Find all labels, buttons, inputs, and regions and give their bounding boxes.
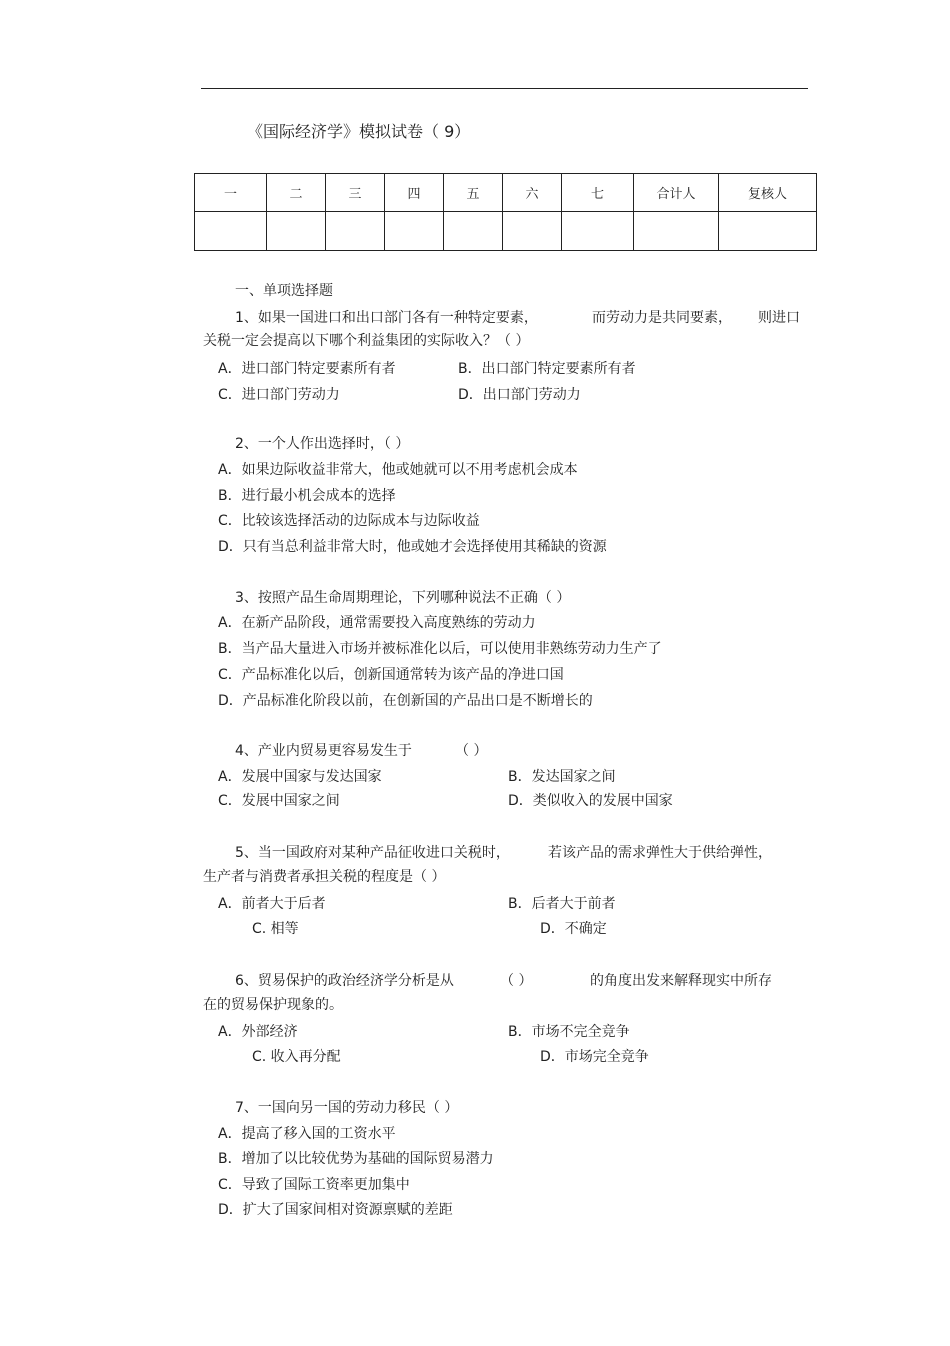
q4-stem-b: （ ）	[455, 743, 488, 759]
score-cell[interactable]	[562, 212, 634, 251]
q3-option-b[interactable]: B．当产品大量进入市场并被标准化以后，可以使用非熟练劳动力生产了	[218, 641, 662, 657]
q2-option-c[interactable]: C．比较该选择活动的边际成本与边际收益	[218, 513, 480, 529]
q3-option-d[interactable]: D．产品标准化阶段以前，在创新国的产品出口是不断增长的	[218, 693, 593, 709]
q5-stem-line1-b: 若该产品的需求弹性大于供给弹性，	[548, 845, 772, 861]
q6-option-c[interactable]: C. 收入再分配	[252, 1049, 341, 1065]
q1-stem-line1-c: 则进口	[758, 310, 800, 326]
score-table	[194, 173, 817, 251]
q5-option-a[interactable]: A．前者大于后者	[218, 896, 326, 912]
q7-stem: 7、一国向另一国的劳动力移民（ ）	[235, 1100, 459, 1116]
score-header-6: 六	[503, 174, 562, 212]
q7-option-c[interactable]: C．导致了国际工资率更加集中	[218, 1177, 410, 1193]
q2-option-d[interactable]: D．只有当总利益非常大时，他或她才会选择使用其稀缺的资源	[218, 539, 607, 555]
section-heading: 一、单项选择题	[235, 283, 333, 299]
score-cell[interactable]	[634, 212, 719, 251]
score-cell[interactable]	[385, 212, 444, 251]
q7-option-d[interactable]: D．扩大了国家间相对资源禀赋的差距	[218, 1202, 453, 1218]
q4-option-b[interactable]: B．发达国家之间	[508, 769, 616, 785]
score-header-reviewer: 复核人	[719, 174, 817, 212]
score-cell[interactable]	[267, 212, 326, 251]
q5-option-b[interactable]: B．后者大于前者	[508, 896, 616, 912]
q1-stem-line1-b: 而劳动力是共同要素，	[592, 310, 732, 326]
q6-stem-line2: 在的贸易保护现象的。	[203, 997, 343, 1013]
q1-option-b[interactable]: B．出口部门特定要素所有者	[458, 361, 636, 377]
score-cell[interactable]	[326, 212, 385, 251]
q7-option-a[interactable]: A．提高了移入国的工资水平	[218, 1126, 396, 1142]
q4-option-a[interactable]: A．发展中国家与发达国家	[218, 769, 382, 785]
q5-stem-line2: 生产者与消费者承担关税的程度是（ ）	[203, 869, 446, 885]
q6-option-a[interactable]: A．外部经济	[218, 1024, 298, 1040]
q1-option-a[interactable]: A．进口部门特定要素所有者	[218, 361, 396, 377]
q3-option-c[interactable]: C．产品标准化以后，创新国通常转为该产品的净进口国	[218, 667, 564, 683]
score-header-1: 一	[195, 174, 267, 212]
q5-option-d[interactable]: D．不确定	[540, 921, 607, 937]
score-header-total: 合计人	[634, 174, 719, 212]
q4-stem-a: 4、产业内贸易更容易发生于	[235, 743, 412, 759]
q6-stem-line1-b: （ ）	[500, 973, 533, 989]
q3-stem: 3、按照产品生命周期理论，下列哪种说法不正确（ ）	[235, 590, 571, 606]
q6-stem-line1-a: 6、贸易保护的政治经济学分析是从	[235, 973, 454, 989]
score-header-7: 七	[562, 174, 634, 212]
score-cell[interactable]	[195, 212, 267, 251]
score-cell[interactable]	[719, 212, 817, 251]
q1-stem-line1-a: 1、如果一国进口和出口部门各有一种特定要素，	[235, 310, 538, 326]
score-cell[interactable]	[503, 212, 562, 251]
q1-option-c[interactable]: C．进口部门劳动力	[218, 387, 340, 403]
q4-option-c[interactable]: C．发展中国家之间	[218, 793, 340, 809]
q6-option-b[interactable]: B．市场不完全竞争	[508, 1024, 630, 1040]
page-title: 《国际经济学》模拟试卷（ 9）	[247, 122, 471, 141]
score-header-4: 四	[385, 174, 444, 212]
q3-option-a[interactable]: A．在新产品阶段，通常需要投入高度熟练的劳动力	[218, 615, 536, 631]
score-header-3: 三	[326, 174, 385, 212]
q1-option-d[interactable]: D．出口部门劳动力	[458, 387, 581, 403]
q2-option-a[interactable]: A．如果边际收益非常大，他或她就可以不用考虑机会成本	[218, 462, 578, 478]
score-header-2: 二	[267, 174, 326, 212]
q5-stem-line1-a: 5、当一国政府对某种产品征收进口关税时，	[235, 845, 510, 861]
q7-option-b[interactable]: B．增加了以比较优势为基础的国际贸易潜力	[218, 1151, 494, 1167]
q6-stem-line1-c: 的角度出发来解释现实中所存	[590, 973, 772, 989]
q1-stem-line2: 关税一定会提高以下哪个利益集团的实际收入？（ ）	[203, 333, 530, 349]
q2-stem: 2、一个人作出选择时，（ ）	[235, 436, 410, 452]
q6-option-d[interactable]: D．市场完全竞争	[540, 1049, 649, 1065]
q2-option-b[interactable]: B．进行最小机会成本的选择	[218, 488, 396, 504]
score-header-5: 五	[444, 174, 503, 212]
top-rule	[201, 88, 808, 89]
q4-option-d[interactable]: D．类似收入的发展中国家	[508, 793, 673, 809]
score-cell[interactable]	[444, 212, 503, 251]
q5-option-c[interactable]: C. 相等	[252, 921, 299, 937]
